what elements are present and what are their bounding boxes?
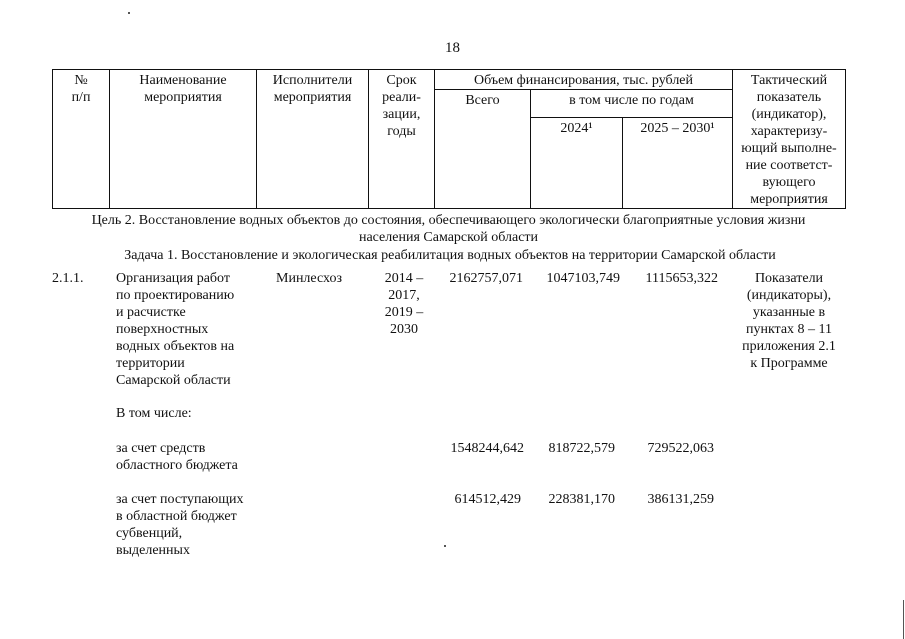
row-term: 2014 – 2017, 2019 – 2030	[384, 271, 424, 337]
sub-row-2024: 818722,579	[548, 441, 615, 456]
row-2024: 1047103,749	[546, 271, 620, 286]
table-header	[52, 69, 846, 209]
row-indicator: Показатели (индикаторы), указанные в пунктах 8 – 11 приложения 2.1 к Программе	[742, 271, 836, 371]
sub-row-2024: 228381,170	[548, 492, 615, 507]
including-label: В том числе:	[116, 406, 192, 421]
scan-speck	[128, 12, 130, 14]
header-name: Наименование мероприятия	[110, 70, 257, 209]
goal-line-1: Цель 2. Восстановление водных объектов до состояния, обеспечивающего экологически благоприятные условия жизни	[91, 213, 806, 228]
goal-line-2: населения Самарской области	[358, 230, 539, 245]
task-line: Задача 1. Восстановление и экологическая реабилитация водных объектов на территории Самарской области	[124, 248, 776, 263]
scan-edge-mark	[903, 600, 904, 639]
sub-row-label: за счет средств областного бюджета	[116, 441, 238, 473]
sub-row-label: за счет поступающих в областной бюджет субвенций, выделенных	[116, 492, 244, 558]
sub-row-total: 1548244,642	[450, 441, 524, 456]
header-number: № п/п	[53, 70, 110, 209]
row-2025-2030: 1115653,322	[645, 271, 718, 286]
sub-row-2025-2030: 386131,259	[647, 492, 714, 507]
header-total: Всего	[435, 90, 531, 209]
header-2025-2030: 2025 – 2030¹	[623, 118, 733, 209]
sub-row-total: 614512,429	[454, 492, 521, 507]
row-name: Организация работ по проектированию и расчистке поверхностных водных объектов на территории Самарской области	[116, 271, 235, 388]
row-number: 2.1.1.	[52, 271, 84, 286]
sub-row-2025-2030: 729522,063	[647, 441, 714, 456]
row-total: 2162757,071	[449, 271, 523, 286]
header-funding: Объем финансирования, тыс. рублей	[435, 70, 733, 90]
header-2024: 2024¹	[531, 118, 623, 209]
header-by-years: в том числе по годам	[531, 90, 733, 118]
header-indicator: Тактический показатель (индикатор), характеризу- ющий выполне- ние соответст- вующего мероприятия	[733, 70, 846, 209]
header-executors: Исполнители мероприятия	[257, 70, 369, 209]
page-number: 18	[445, 40, 460, 56]
header-term: Срок реали- зации, годы	[369, 70, 435, 209]
scan-speck	[444, 545, 446, 547]
row-executor: Минлесхоз	[276, 271, 343, 286]
